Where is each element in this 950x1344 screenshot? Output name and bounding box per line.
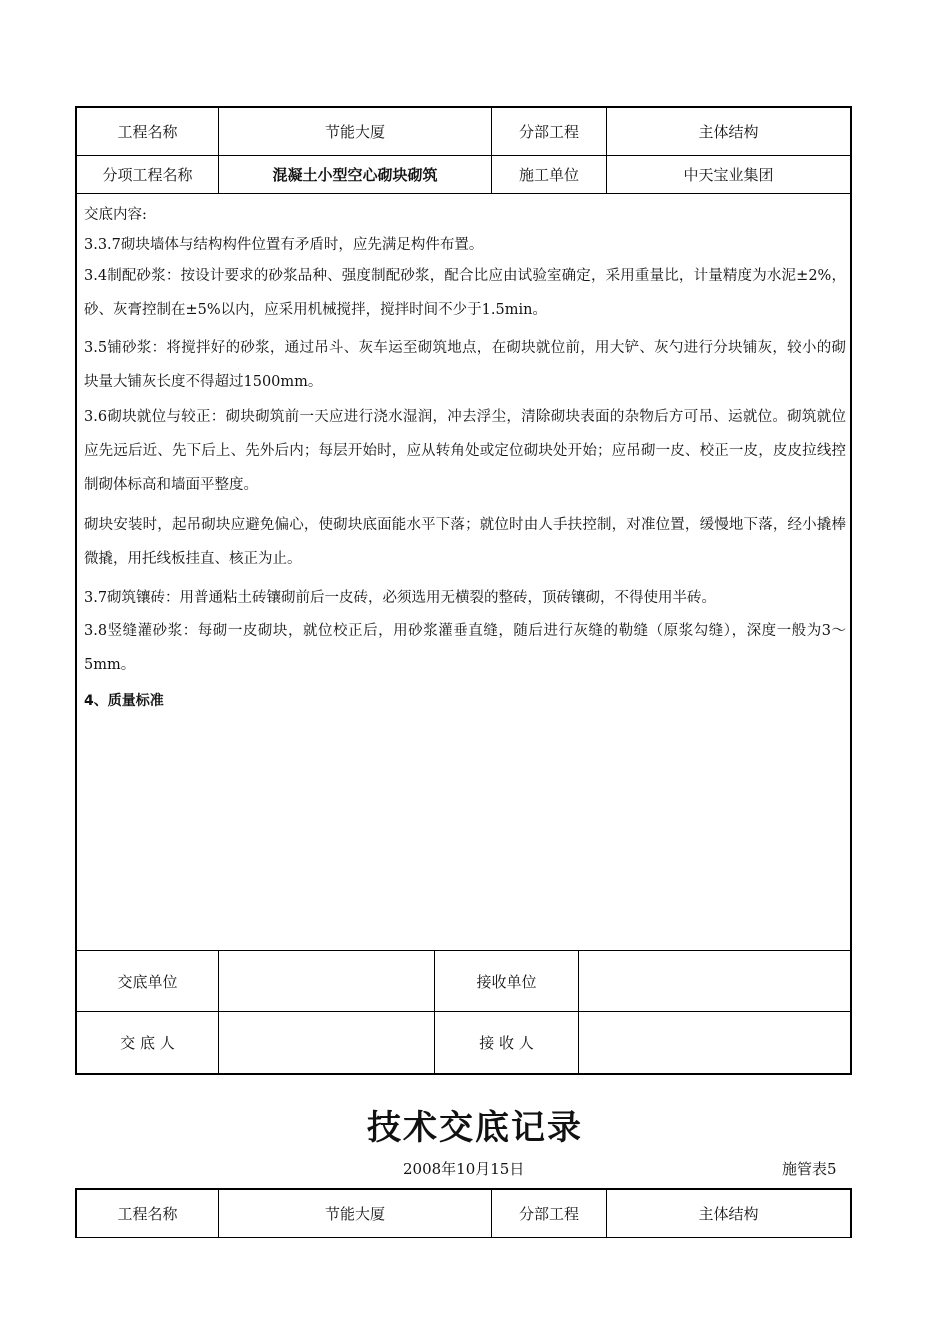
- receiver-field[interactable]: [579, 1012, 850, 1073]
- label-issuer-unit: 交底单位: [117, 972, 178, 991]
- paragraph-3-5: 3.5铺砂浆：将搅拌好的砂浆，通过吊斗、灰车运至砌筑地点，在砌块就位前，用大铲、灰勺进行分块铺灰，较小的砌块量大铺灰长度不得超过1500mm。: [84, 340, 846, 390]
- paragraph-hoisting: 砌块安装时，起吊砌块应避免偏心，使砌块底面能水平下落；就位时由人手扶控制，对准位置，缓慢地下落，经小撬棒微撬，用托线板挂直、核正为止。: [84, 517, 846, 567]
- section-quality-standard: 4、质量标准: [84, 693, 164, 709]
- form-number: 施管表5: [782, 1160, 837, 1178]
- project-name: 节能大厦: [324, 122, 385, 141]
- contractor-name: 中天宝业集团: [683, 166, 774, 184]
- division-name: 主体结构: [698, 122, 759, 141]
- division-name: 主体结构: [698, 1205, 759, 1223]
- project-name: 节能大厦: [324, 1205, 385, 1223]
- label-project-name: 工程名称: [117, 1205, 178, 1223]
- label-division: 分部工程: [518, 1205, 579, 1223]
- label-division: 分部工程: [518, 122, 579, 141]
- paragraph-3-7: 3.7砌筑镶砖：用普通粘土砖镶砌前后一皮砖，必须选用无横裂的整砖，顶砖镶砌，不得使用半砖。: [84, 590, 717, 606]
- subitem-name: 混凝土小型空心砌块砌筑: [272, 166, 438, 184]
- paragraph-3-6: 3.6砌块就位与较正：砌块砌筑前一天应进行浇水湿润，冲去浮尘，清除砌块表面的杂物后方可吊、运就位。砌筑就位应先远后近、先下后上、先外后内；每层开始时，应从转角处或定位砌块处开始；应吊砌一皮、校正一皮，皮皮拉线控制砌体标高和墙面平整度。: [84, 409, 846, 493]
- paragraph-3-4: 3.4制配砂浆：按设计要求的砂浆品种、强度制配砂浆，配合比应由试验室确定，采用重量比，计量精度为水泥±2%，砂、灰膏控制在±5%以内，应采用机械搅拌，搅拌时间不少于1.5min。: [84, 268, 846, 318]
- label-contractor: 施工单位: [518, 166, 579, 184]
- issuer-unit-field[interactable]: [219, 951, 434, 1011]
- issuer-field[interactable]: [219, 1012, 434, 1073]
- label-issuer: 交 底 人: [120, 1034, 175, 1052]
- label-subitem-name: 分项工程名称: [102, 166, 193, 184]
- page-title: 技术交底记录: [367, 1108, 583, 1148]
- record-date: 2008年10月15日: [403, 1160, 525, 1178]
- receiver-unit-field[interactable]: [579, 951, 850, 1011]
- paragraph-3-3-7: 3.3.7砌块墙体与结构构件位置有矛盾时，应先满足构件布置。: [84, 237, 484, 253]
- label-receiver: 接 收 人: [479, 1034, 534, 1052]
- row-divider: [76, 193, 851, 194]
- label-project-name: 工程名称: [117, 122, 178, 141]
- content-heading: 交底内容:: [84, 207, 147, 223]
- paragraph-3-8: 3.8竖缝灌砂浆：每砌一皮砌块，就位校正后，用砂浆灌垂直缝，随后进行灰缝的勒缝（原浆勾缝），深度一般为3～5mm。: [84, 623, 846, 673]
- label-receiver-unit: 接收单位: [476, 972, 537, 991]
